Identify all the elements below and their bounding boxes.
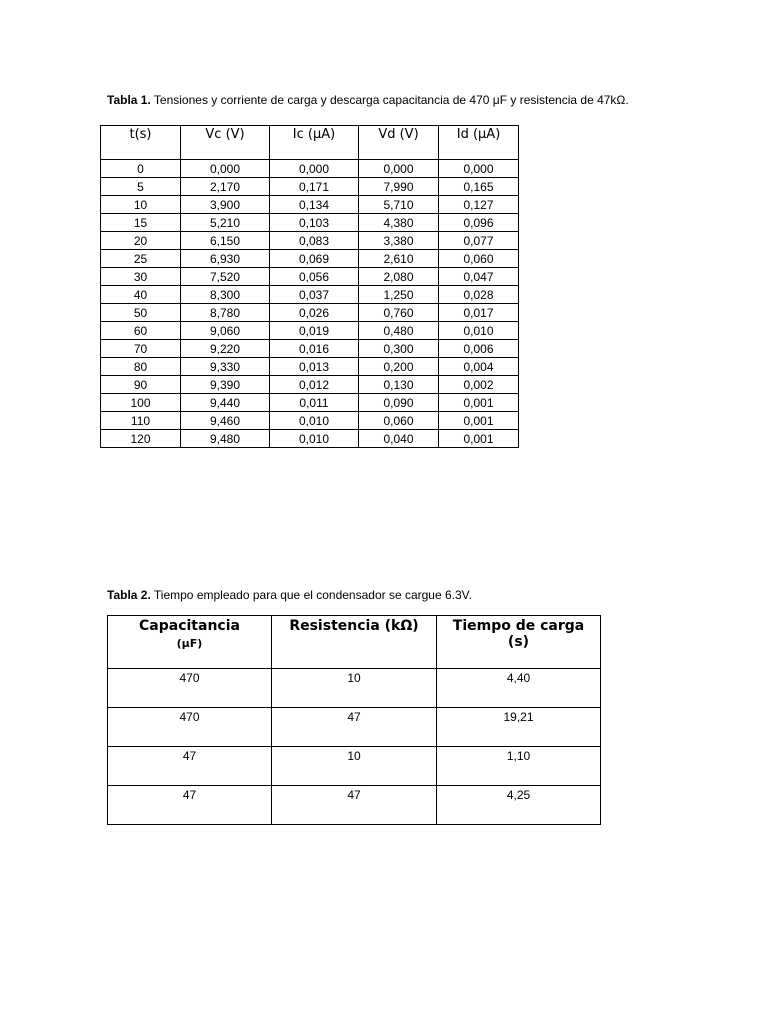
charge-time-table (107, 615, 601, 825)
table2-header-unit: (μF) (176, 637, 203, 650)
table-cell: 0,069 (270, 250, 359, 268)
table-row (101, 250, 519, 268)
table-cell: 0,010 (270, 430, 359, 448)
table-row (101, 412, 519, 430)
table-row (101, 376, 519, 394)
table-cell: 100 (101, 394, 181, 412)
table-cell: 0,000 (270, 160, 359, 178)
table1-column-header: Vc (V) (181, 126, 270, 160)
table-cell: 6,150 (181, 232, 270, 250)
table-row (101, 358, 519, 376)
table1-body (101, 160, 519, 448)
table-cell: 9,440 (181, 394, 270, 412)
table-cell: 20 (101, 232, 181, 250)
table-cell: 0,040 (359, 430, 439, 448)
table2-header-row (108, 616, 601, 669)
table-cell: 0,056 (270, 268, 359, 286)
table2-header-label: Capacitancia (139, 618, 240, 634)
table1-caption (107, 93, 629, 107)
table-cell: 0,060 (439, 250, 519, 268)
table-cell: 4,380 (359, 214, 439, 232)
table2-header-label: Resistencia (kΩ) (289, 618, 419, 634)
table-cell: 0,077 (439, 232, 519, 250)
table-cell: 470 (108, 708, 272, 747)
table-cell: 0,165 (439, 178, 519, 196)
table-cell: 2,080 (359, 268, 439, 286)
table-cell: 9,480 (181, 430, 270, 448)
table2-column-header (272, 616, 437, 669)
table-cell: 50 (101, 304, 181, 322)
table-cell: 15 (101, 214, 181, 232)
table-cell: 0,480 (359, 322, 439, 340)
table1-column-header: Vd (V) (359, 126, 439, 160)
table-cell: 9,460 (181, 412, 270, 430)
table-cell: 0,002 (439, 376, 519, 394)
table-cell: 2,610 (359, 250, 439, 268)
table2-caption-text: Tiempo empleado para que el condensador se cargue 6.3V. (150, 588, 472, 602)
table-row (101, 286, 519, 304)
table-cell: 1,10 (437, 747, 601, 786)
table-cell: 110 (101, 412, 181, 430)
table-cell: 0,096 (439, 214, 519, 232)
table-cell: 0,006 (439, 340, 519, 358)
table-row (101, 178, 519, 196)
table-row (101, 196, 519, 214)
table1-column-header: Ic (μA) (270, 126, 359, 160)
table-cell: 10 (101, 196, 181, 214)
table1-caption-text: Tensiones y corriente de carga y descarga capacitancia de 470 μF y resistencia de 47kΩ. (150, 93, 629, 107)
table-cell: 0,134 (270, 196, 359, 214)
table1-column-header: Id (μA) (439, 126, 519, 160)
table2-caption (107, 588, 472, 602)
table-cell: 0,047 (439, 268, 519, 286)
table-cell: 5,210 (181, 214, 270, 232)
table-cell: 3,380 (359, 232, 439, 250)
table-cell: 0,200 (359, 358, 439, 376)
table-cell: 0,000 (359, 160, 439, 178)
table-row (108, 747, 601, 786)
table-cell: 47 (272, 786, 437, 825)
table-cell: 0,001 (439, 394, 519, 412)
table1-column-header: t(s) (101, 126, 181, 160)
table-cell: 5,710 (359, 196, 439, 214)
table-cell: 0,001 (439, 412, 519, 430)
table-cell: 0,037 (270, 286, 359, 304)
table-cell: 19,21 (437, 708, 601, 747)
table-cell: 0,130 (359, 376, 439, 394)
table-row (101, 394, 519, 412)
table-cell: 9,060 (181, 322, 270, 340)
table-cell: 0,000 (439, 160, 519, 178)
table-cell: 0,300 (359, 340, 439, 358)
table-row (101, 322, 519, 340)
table-cell: 3,900 (181, 196, 270, 214)
table-cell: 0,127 (439, 196, 519, 214)
table-cell: 0,028 (439, 286, 519, 304)
table-cell: 0,010 (270, 412, 359, 430)
table-cell: 9,390 (181, 376, 270, 394)
table-cell: 0,760 (359, 304, 439, 322)
table-cell: 47 (108, 786, 272, 825)
table-cell: 0,090 (359, 394, 439, 412)
table-cell: 8,300 (181, 286, 270, 304)
table-row (108, 786, 601, 825)
table-cell: 0,016 (270, 340, 359, 358)
table-cell: 1,250 (359, 286, 439, 304)
table-row (101, 340, 519, 358)
table-cell: 0,019 (270, 322, 359, 340)
table-row (101, 268, 519, 286)
table-cell: 25 (101, 250, 181, 268)
table-cell: 8,780 (181, 304, 270, 322)
table-cell: 5 (101, 178, 181, 196)
table-cell: 0,000 (181, 160, 270, 178)
table2-caption-label: Tabla 2. (107, 588, 151, 602)
table1-header-row (101, 126, 519, 160)
table-cell: 7,520 (181, 268, 270, 286)
table-cell: 47 (108, 747, 272, 786)
table-cell: 0,171 (270, 178, 359, 196)
table-cell: 4,40 (437, 669, 601, 708)
table-cell: 60 (101, 322, 181, 340)
table-cell: 0,010 (439, 322, 519, 340)
table-cell: 0 (101, 160, 181, 178)
table-row (101, 160, 519, 178)
table-cell: 7,990 (359, 178, 439, 196)
table-cell: 2,170 (181, 178, 270, 196)
table-cell: 0,004 (439, 358, 519, 376)
table-cell: 6,930 (181, 250, 270, 268)
table-cell: 9,220 (181, 340, 270, 358)
table-cell: 30 (101, 268, 181, 286)
table-cell: 4,25 (437, 786, 601, 825)
table2-column-header (108, 616, 272, 669)
table-cell: 0,103 (270, 214, 359, 232)
table-cell: 0,017 (439, 304, 519, 322)
table1-caption-label: Tabla 1. (107, 93, 151, 107)
table-cell: 0,083 (270, 232, 359, 250)
table2-column-header (437, 616, 601, 669)
table-cell: 120 (101, 430, 181, 448)
table-cell: 40 (101, 286, 181, 304)
table-row (101, 304, 519, 322)
table-cell: 47 (272, 708, 437, 747)
table-row (108, 708, 601, 747)
table-cell: 0,012 (270, 376, 359, 394)
table-cell: 10 (272, 747, 437, 786)
table-cell: 0,013 (270, 358, 359, 376)
table2-header-label: Tiempo de carga (s) (452, 618, 585, 650)
table-cell: 0,011 (270, 394, 359, 412)
table-row (108, 669, 601, 708)
table-row (101, 214, 519, 232)
table-row (101, 430, 519, 448)
table-cell: 70 (101, 340, 181, 358)
table-cell: 9,330 (181, 358, 270, 376)
table-cell: 80 (101, 358, 181, 376)
table-cell: 470 (108, 669, 272, 708)
table-cell: 90 (101, 376, 181, 394)
table-cell: 10 (272, 669, 437, 708)
table-cell: 0,060 (359, 412, 439, 430)
table-row (101, 232, 519, 250)
table2-body (108, 669, 601, 825)
table-cell: 0,026 (270, 304, 359, 322)
table-cell: 0,001 (439, 430, 519, 448)
charge-discharge-table (100, 125, 519, 448)
